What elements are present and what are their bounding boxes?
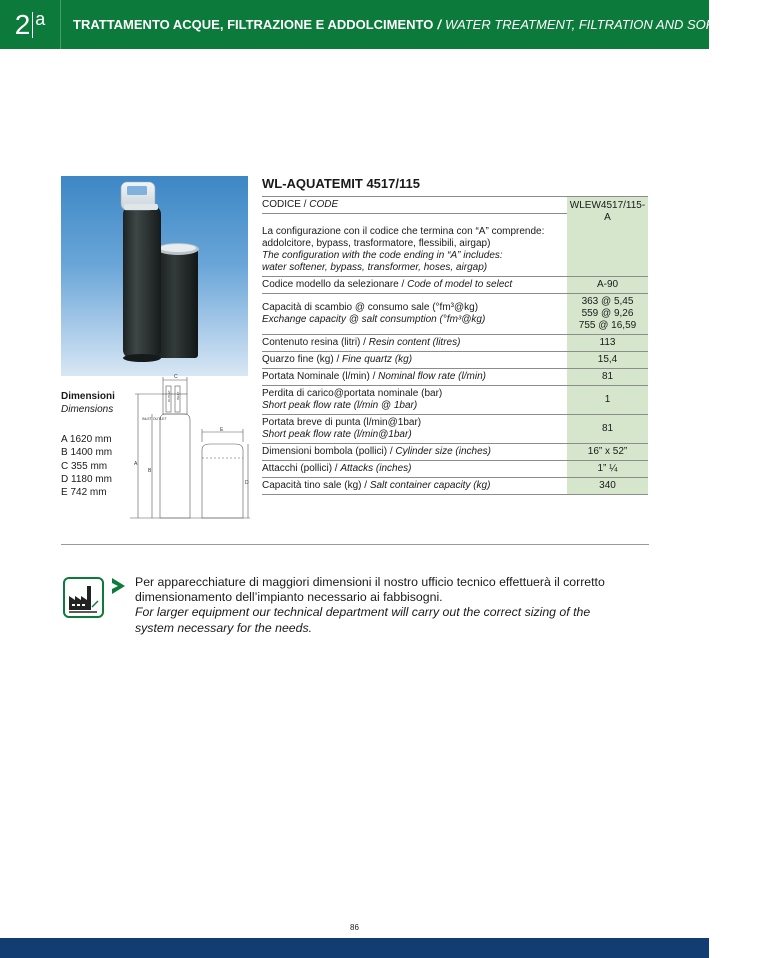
dimensions-list (61, 433, 131, 499)
note-it: Per apparecchiature di maggiori dimensioni il nostro ufficio tecnico effettuerà il corretto dimensionamento dell’impianto necessario ai fabbisogni. (135, 575, 605, 605)
row-value: 340 (567, 478, 648, 495)
page-footer (0, 938, 709, 958)
drawing-label-a: A (134, 461, 138, 467)
sizing-note (135, 575, 605, 636)
label-en: Attacks (inches) (340, 463, 412, 474)
label-it: Attacchi (pollici) / (262, 463, 341, 474)
note-en: For larger equipment our technical department will carry out the correct sizing of the system necessary for the needs. (135, 605, 591, 635)
dimensions-heading-it: Dimensioni (61, 391, 115, 402)
row-label (262, 386, 567, 415)
row-value: 81 (567, 369, 648, 386)
table-row (262, 335, 648, 352)
row-value: 1” ¼ (567, 461, 648, 478)
row-value: 15,4 (567, 352, 648, 369)
label-en: Salt container capacity (kg) (369, 480, 491, 491)
label-it: Quarzo fine (kg) / (262, 354, 343, 365)
row-label (262, 415, 567, 444)
table-row (262, 294, 648, 335)
label-it: Portata Nominale (l/min) / (262, 371, 379, 382)
label-it: Capacità tino sale (kg) / (262, 480, 370, 491)
page-header (0, 0, 763, 49)
dimension-item: B 1400 mm (61, 447, 113, 459)
table-row (262, 386, 648, 415)
spec-table (262, 196, 648, 495)
chapter-number: 2 (14, 8, 31, 40)
row-label (262, 214, 567, 277)
row-value: 363 @ 5,45 559 @ 9,26 755 @ 16,59 (567, 294, 648, 335)
row-value: WLEW4517/115-A (567, 197, 648, 277)
chapter-badge (0, 0, 61, 49)
factory-icon (63, 577, 104, 618)
drawing-label-inlet-outlet: INLET OUTLET (142, 417, 167, 421)
table-row (262, 352, 648, 369)
label-en: Cylinder size (inches) (395, 446, 491, 457)
chevron-right-icon (110, 577, 127, 595)
dimensions-block (61, 390, 131, 499)
dimension-drawing (130, 372, 250, 522)
table-row (262, 277, 648, 294)
label-en: CODE (309, 199, 339, 210)
label-en: Code of model to select (407, 279, 513, 290)
water-softener-illustration (61, 176, 248, 376)
table-row (262, 444, 648, 461)
row-label (262, 461, 567, 478)
dimensions-heading-en: Dimensions (61, 404, 114, 415)
label-en: Resin content (litres) (368, 337, 461, 348)
table-row (262, 369, 648, 386)
table-row (262, 415, 648, 444)
section-divider (61, 544, 649, 545)
row-label (262, 294, 567, 335)
row-value: 113 (567, 335, 648, 352)
table-row (262, 461, 648, 478)
chapter-divider (32, 12, 33, 38)
label-it: Dimensioni bombola (pollici) / (262, 446, 396, 457)
row-value: 81 (567, 415, 648, 444)
row-value: A-90 (567, 277, 648, 294)
row-label (262, 444, 567, 461)
dimension-item: A 1620 mm (61, 434, 112, 445)
label-en: Nominal flow rate (l/min) (378, 371, 486, 382)
drawing-label-inlet: INLET (176, 391, 180, 400)
label-it: Contenuto resina (litri) / (262, 337, 369, 348)
dimension-item: D 1180 mm (61, 473, 112, 485)
drawing-label-b: B (148, 468, 152, 474)
label-en: The configuration with the code ending in “A” includes: water softener, bypass, transformer, hoses, airgap) (262, 250, 503, 273)
label-en: Short peak flow rate (l/min @ 1bar) (262, 400, 418, 411)
section-title-separator: / (437, 17, 441, 32)
dimension-item: E 742 mm (61, 487, 107, 499)
product-photo (61, 176, 248, 376)
label-en: Short peak flow rate (l/min@1bar) (262, 429, 412, 440)
label-it: Capacità di scambio @ consumo sale (°fm³@kg) (262, 302, 479, 313)
label-en: Fine quartz (kg) (342, 354, 413, 365)
drawing-label-outlet: OUTLET (167, 390, 171, 402)
label-it: Portata breve di punta (l/min@1bar) (262, 417, 422, 428)
table-row (262, 197, 648, 214)
row-label (262, 277, 567, 294)
drawing-label-e: E (220, 427, 224, 433)
page-number: 86 (350, 923, 359, 932)
row-value: 1 (567, 386, 648, 415)
row-value: 16” x 52” (567, 444, 648, 461)
drawing-label-d: D (245, 480, 249, 486)
label-it: Codice modello da selezionare / (262, 279, 408, 290)
label-it: La configurazione con il codice che termina con “A” comprende: addolcitore, bypass, trasformatore, flessibili, airgap) (262, 226, 545, 249)
table-row (262, 478, 648, 495)
section-title-en: WATER TREATMENT, FILTRATION AND SOFTENING (445, 17, 763, 32)
product-title: WL-AQUATEMIT 4517/115 (262, 176, 420, 191)
drawing-label-c: C (174, 374, 178, 380)
row-label (262, 369, 567, 386)
row-label (262, 352, 567, 369)
row-label (262, 335, 567, 352)
section-title-it: TRATTAMENTO ACQUE, FILTRAZIONE E ADDOLCIMENTO (73, 17, 434, 32)
section-title (73, 0, 763, 49)
label-it: Perdita di carico@portata nominale (bar) (262, 388, 443, 399)
label-it: CODICE / (262, 199, 310, 210)
row-label (262, 478, 567, 495)
label-en: Exchange capacity @ salt consumption (°fm³@kg) (262, 314, 486, 325)
row-label (262, 197, 567, 214)
chapter-letter: a (35, 9, 46, 29)
dimension-item: C 355 mm (61, 460, 108, 472)
